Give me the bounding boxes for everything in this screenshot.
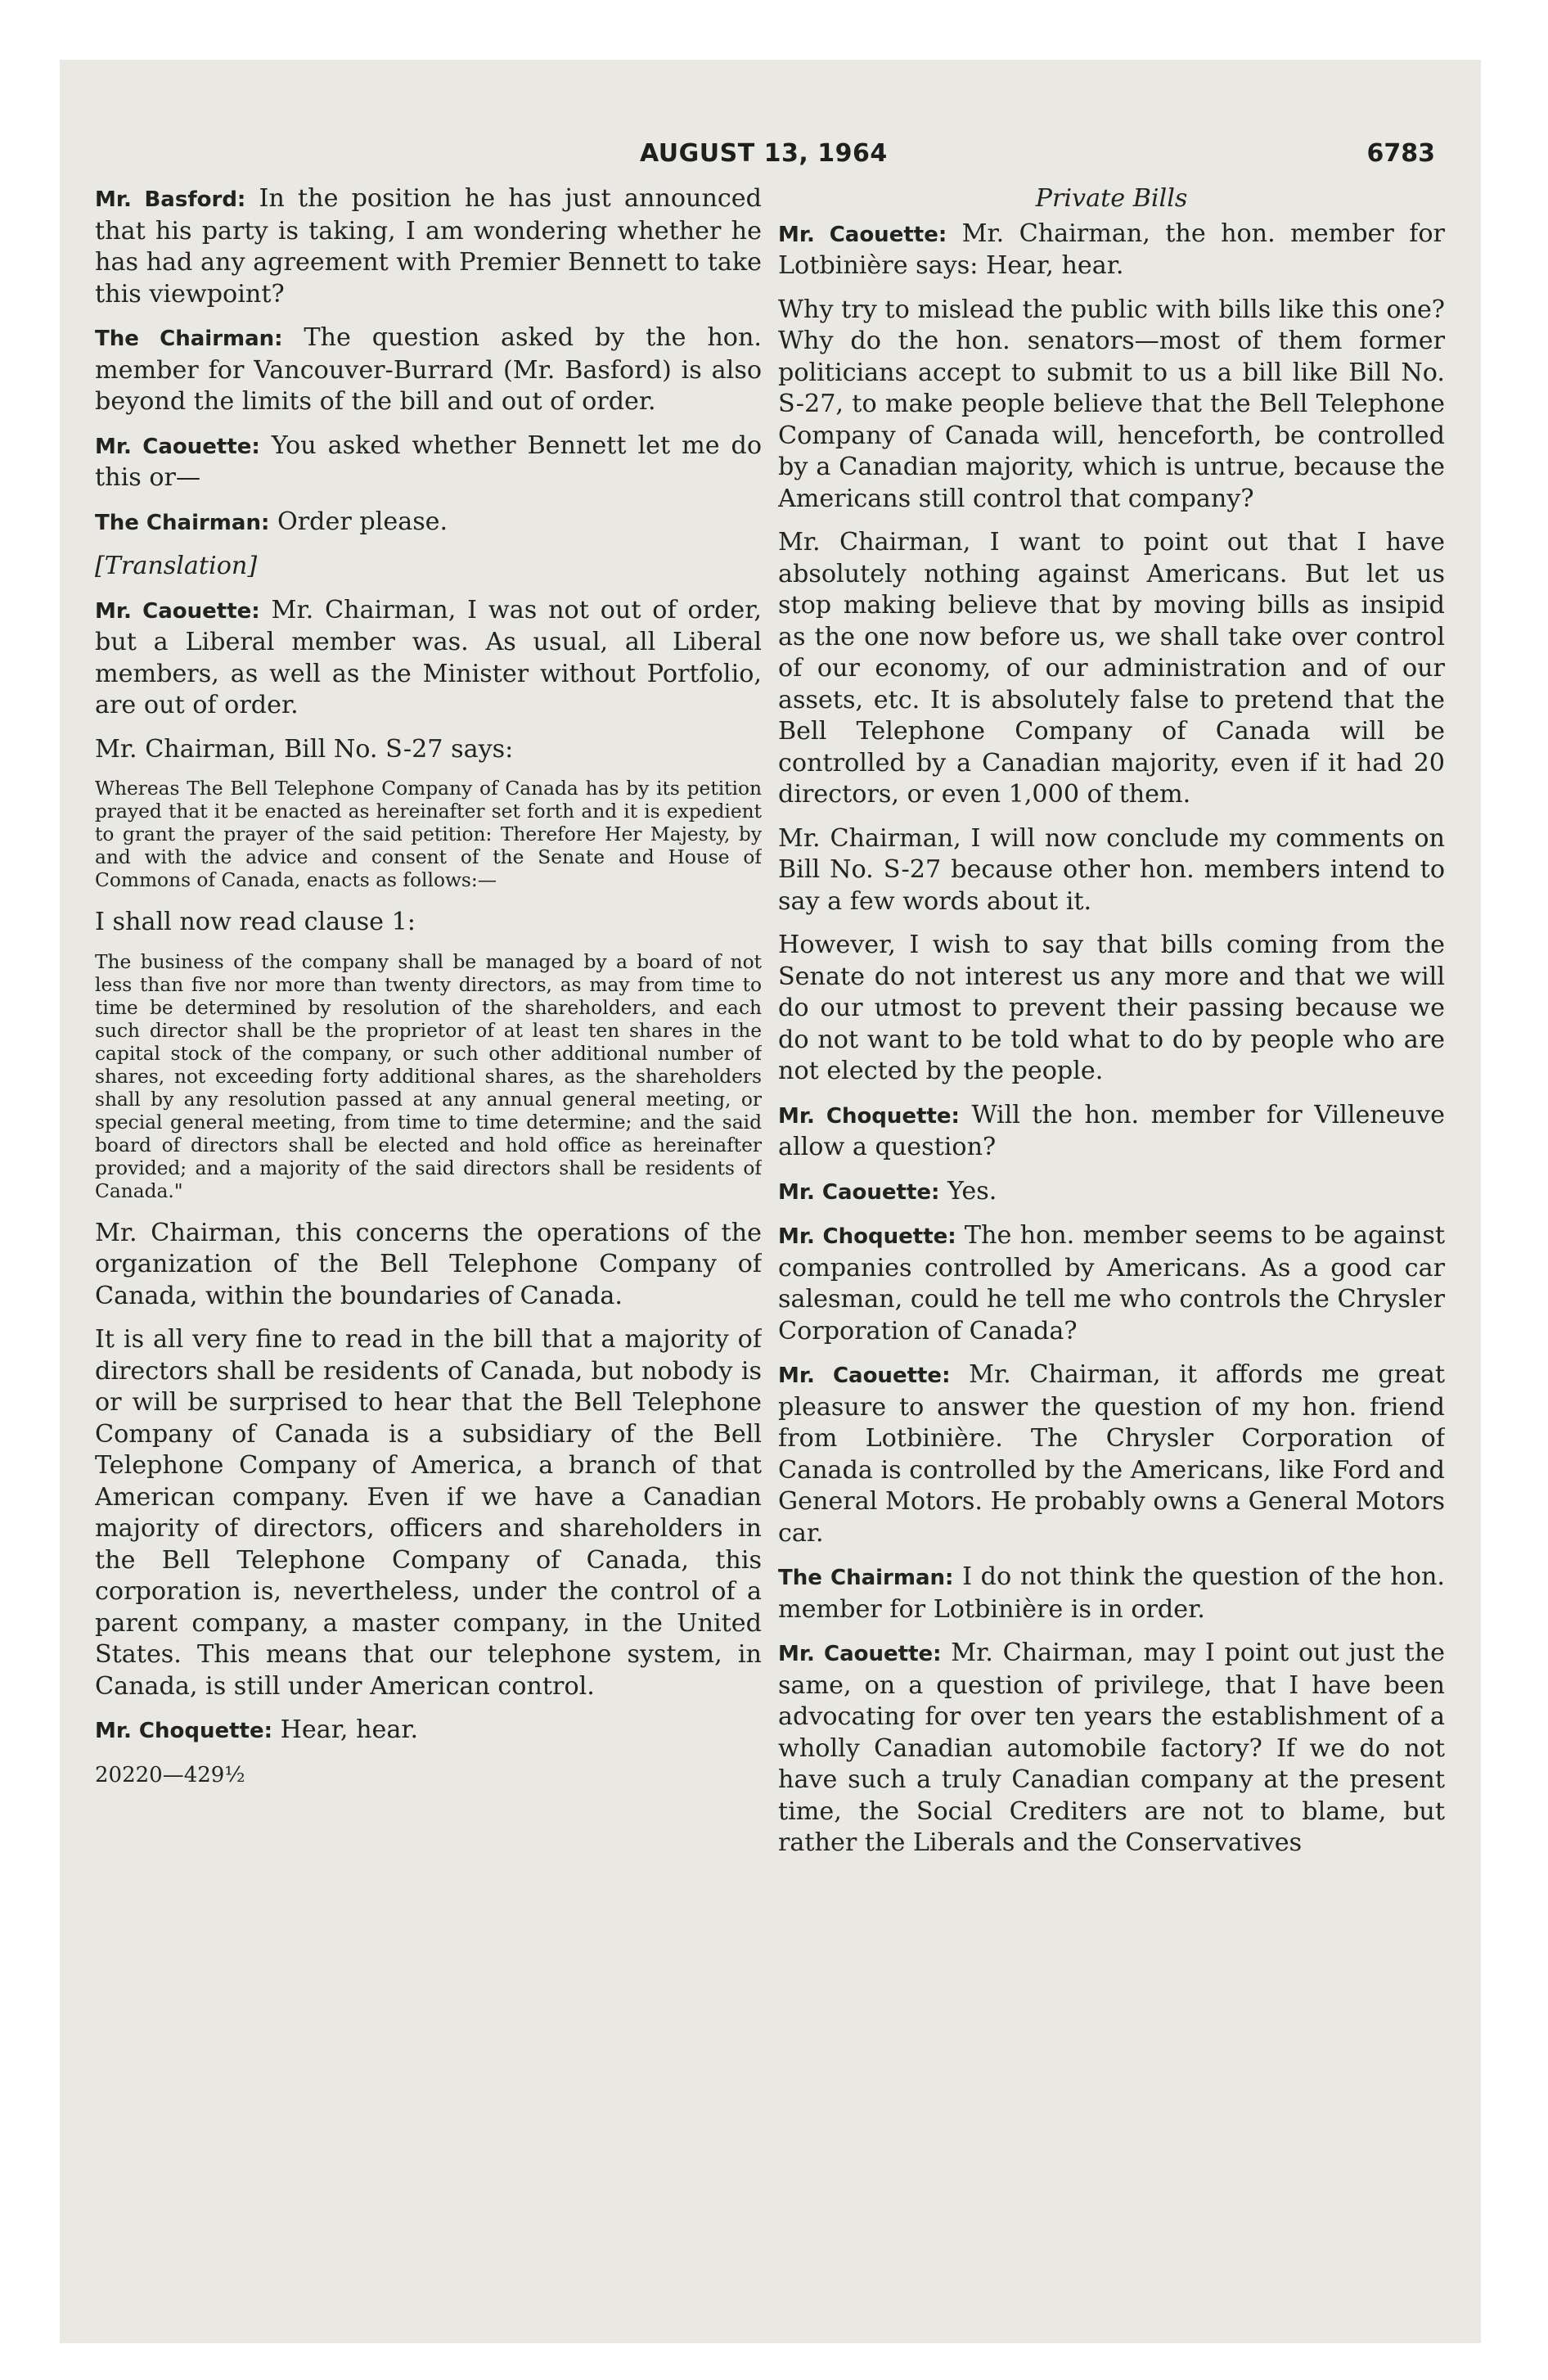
paragraph [95, 322, 762, 418]
paragraph: I shall now read clause 1: [95, 908, 416, 936]
paragraph [778, 1220, 1445, 1347]
paragraph-text: I do not think the question of the hon. member for Lotbinière is in order. [778, 1562, 1445, 1624]
paragraph-text: Mr. Chairman, it affords me great pleasure to answer the question of my hon. friend from Lotbinière. The Chrysler Corporation of Canada is controlled by the Americans, like Ford and General Motors. He probably owns a General Motors car. [778, 1360, 1445, 1548]
header-page-number: 6783 [1366, 139, 1435, 168]
paragraph [95, 430, 762, 494]
speaker-name: Mr. Caouette: [95, 598, 260, 624]
header-date: AUGUST 13, 1964 [640, 139, 888, 168]
speaker-name: Mr. Choquette: [778, 1224, 956, 1249]
paragraph-text: The hon. member seems to be against companies controlled by Americans. As a good car salesman, could he tell me who controls the Chrysler Corporation of Canada? [778, 1221, 1445, 1346]
paragraph: Mr. Chairman, I will now conclude my comments on Bill No. S-27 because other hon. members intend to say a few words about it. [778, 823, 1445, 916]
paragraph [778, 1100, 1445, 1164]
speaker-name: Mr. Caouette: [778, 1179, 940, 1205]
speaker-name: The Chairman: [778, 1566, 954, 1590]
translation-marker: [Translation] [95, 552, 258, 580]
paragraph-text: Mr. Chairman, the hon. member for Lotbinière says: Hear, hear. [778, 219, 1445, 280]
paragraph-text: Mr. Chairman, may I point out just the same, on a question of privilege, that I have been advocating for over ten years the establishment of a wholly Canadian automobile factory? If we do not have such a truly Canadian company at the present time, the Social Crediters are not to blame, but rather the Liberals and the Conservatives [778, 1639, 1445, 1857]
left-column [95, 183, 762, 2311]
right-column [778, 183, 1445, 2311]
paragraph: It is all very fine to read in the bill that a majority of directors shall be residents of Canada, but nobody is or will be surprised to hear that the Bell Telephone Company of Canada is a subsidiary of the Bell Telephone Company of America, a branch of that American company. Even if we have a Canadian majority of directors, officers and shareholders in the Bell Telephone Company of Canada, this corporation is, nevertheless, under the control of a parent company, a master company, in the United States. This means that our telephone system, in Canada, is still under American control. [95, 1325, 762, 1701]
paragraph [95, 507, 762, 539]
paragraph-text: Mr. Chairman, I was not out of order, but a Liberal member was. As usual, all Liberal members, as well as the Minister without Portfolio, are out of order. [95, 595, 762, 719]
paragraph: Mr. Chairman, Bill No. S-27 says: [95, 734, 514, 764]
paragraph-text: Hear, hear. [272, 1715, 419, 1744]
speaker-name: Mr. Choquette: [95, 1719, 273, 1743]
paragraph: Why try to mislead the public with bills like this one? Why do the hon. senators—most of them former politicians accept to submit to us a bill like Bill No. S-27, to make people believe that the Bell Telephone Company of Canada will, henceforth, be controlled by a Canadian majority, which is untrue, because the Americans still control that company? [778, 295, 1445, 513]
paragraph [778, 1359, 1445, 1549]
page-header [0, 139, 1548, 172]
speaker-name: Mr. Caouette: [778, 1642, 942, 1666]
speaker-name: The Chairman: [95, 327, 283, 351]
folio-number: 20220—429½ [95, 1762, 245, 1787]
paragraph: However, I wish to say that bills coming from the Senate do not interest us any more and that we will do our utmost to prevent their passing because we do not want to be told what to do by people who are not elected by the people. [778, 931, 1445, 1085]
speaker-name: Mr. Caouette: [95, 434, 260, 459]
speaker-name: Mr. Caouette: [778, 222, 947, 247]
paragraph-text: Will the hon. member for Villeneuve allow a question? [778, 1100, 1445, 1161]
paragraph-text: The question asked by the hon. member for Vancouver-Burrard (Mr. Basford) is also beyond the limits of the bill and out of order. [95, 323, 762, 416]
paragraph [95, 595, 762, 722]
paragraph [778, 1176, 1445, 1209]
paragraph-text: You asked whether Bennett let me do this or— [95, 430, 762, 492]
speaker-name: Mr. Basford: [95, 187, 246, 212]
paragraph [95, 183, 762, 310]
paragraph [778, 219, 1445, 282]
paragraph [95, 1715, 762, 1747]
paragraph: Mr. Chairman, this concerns the operations of the organization of the Bell Telephone Company of Canada, within the boundaries of Canada. [95, 1218, 762, 1310]
bill-preamble-quote: Whereas The Bell Telephone Company of Canada has by its petition prayed that it be enacted as hereinafter set forth and it is expedient to grant the prayer of the said petition: Therefore Her Majesty, by and with the advice and consent of the Senate and House of Commons of Canada, enacts as follows:— [95, 778, 762, 891]
section-title: Private Bills [1035, 184, 1188, 213]
speaker-name: Mr. Choquette: [778, 1103, 960, 1129]
paragraph [778, 1638, 1445, 1859]
paragraph: Mr. Chairman, I want to point out that I have absolutely nothing against Americans. But let us stop making believe that by moving bills as insipid as the one now before us, we shall take over control of our economy, of our administration and of our assets, etc. It is absolutely false to pretend that the Bell Telephone Company of Canada will be controlled by a Canadian majority, even if it had 20 directors, or even 1,000 of them. [778, 528, 1445, 809]
paragraph-text: Yes. [939, 1176, 997, 1206]
paragraph [778, 1562, 1445, 1625]
speaker-name: The Chairman: [95, 510, 270, 535]
clause-1-quote: The business of the company shall be managed by a board of not less than five nor more than twenty directors, as may from time to time be determined by resolution of the shareholders, and each such director shall be the proprietor of at least ten shares in the capital stock of the company, or such other additional number of shares, not exceeding forty additional shares, as the shareholders shall by any resolution passed at any annual general meeting, or special general meeting, from time to time determine; and the said board of directors shall be elected and hold office as hereinafter provided; and a majority of the said directors shall be residents of Canada." [95, 950, 762, 1202]
paragraph-text: In the position he has just announced that his party is taking, I am wondering whether he has had any agreement with Premier Bennett to take this viewpoint? [95, 184, 762, 309]
paragraph-text: Order please. [269, 507, 448, 536]
speaker-name: Mr. Caouette: [778, 1364, 951, 1388]
